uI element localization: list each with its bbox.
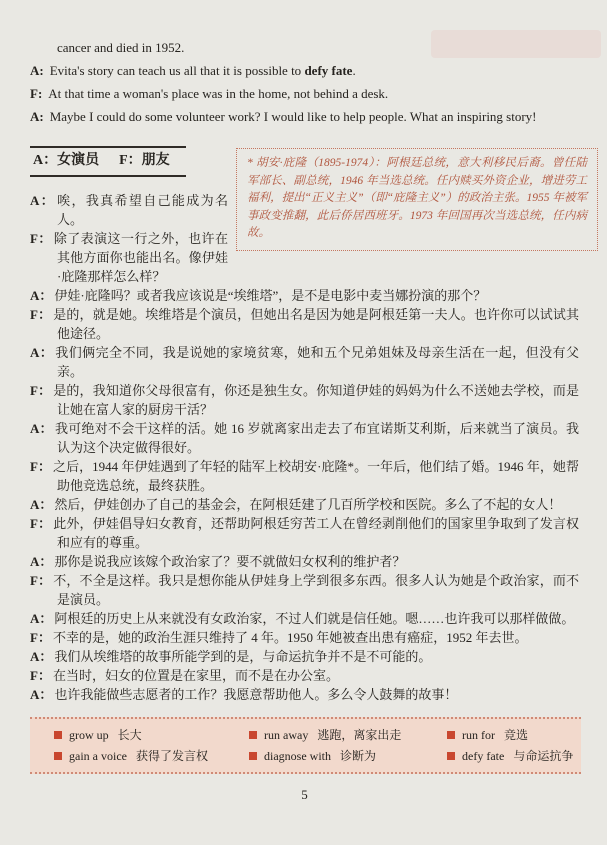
speaker-label: F： <box>30 516 52 531</box>
dialogue-text: 在当时，妇女的位置是在家里，而不是在办公室。 <box>52 668 339 683</box>
speaker-label: F： <box>30 459 52 474</box>
vocab-english: gain a voice <box>69 749 127 763</box>
chinese-dialogue-section <box>30 146 587 704</box>
dialogue-line <box>30 514 579 552</box>
vocab-english: grow up <box>69 728 109 742</box>
speaker-label: A： <box>30 554 53 569</box>
bullet-square-icon <box>54 731 62 739</box>
dialogue-line <box>30 571 579 609</box>
speaker-label: A： <box>30 497 53 512</box>
speaker-label: A： <box>30 649 53 664</box>
vocab-item <box>249 748 447 764</box>
vocab-item <box>447 748 575 764</box>
speaker-label: A： <box>30 288 53 303</box>
vocab-chinese: 获得了发言权 <box>135 749 208 763</box>
dialogue-text: 不幸的是，她的政治生涯只维持了 4 年。1950 年她被查出患有癌症，1952 年去世。 <box>52 630 528 645</box>
dialogue-line <box>30 105 579 128</box>
dialogue-line <box>30 647 579 666</box>
dialogue-text: 然后，伊娃创办了自己的基金会，在阿根廷建了几百所学校和医院。多么了不起的女人！ <box>54 497 562 512</box>
print-bleed-artifact <box>431 30 601 58</box>
speaker-label: F： <box>30 630 51 645</box>
vocab-english: run away <box>264 728 309 742</box>
bullet-square-icon <box>249 731 257 739</box>
dialogue-line <box>30 628 579 647</box>
speaker-label: A： <box>30 345 54 360</box>
dialogue-text: . <box>352 63 356 78</box>
dialogue-text: 我们俩完全不同，我是说她的家境贫寒，她和五个兄弟姐妹及母亲生活在一起，但没有父亲。 <box>55 345 579 379</box>
speaker-label: F： <box>30 573 52 588</box>
vocab-english: defy fate <box>462 749 505 763</box>
dialogue-line <box>30 457 579 495</box>
vocab-chinese: 与命运抗争 <box>513 749 574 763</box>
speaker-label: F： <box>30 307 52 322</box>
dialogue-text: 此外，伊娃倡导妇女教育，还帮助阿根廷穷苦工人在曾经剥削他们的国家里争取到了发言权和应有的尊重。 <box>53 516 579 550</box>
dialogue-line <box>30 343 579 381</box>
page-number: 5 <box>301 787 308 802</box>
bold-phrase: defy fate <box>304 63 353 78</box>
bullet-square-icon <box>447 752 455 760</box>
dialogue-text: 除了表演这一行之外，也许在其他方面你也能出名。像伊娃·庇隆那样怎么样？ <box>53 231 228 284</box>
dialogue-text: 我们从埃维塔的故事所能学到的是，与命运抗争并不是不可能的。 <box>54 649 432 664</box>
footnote-box <box>236 148 598 251</box>
dialogue-text: 那你是说我应该嫁个政治家了？要不就做妇女权利的维护者？ <box>54 554 406 569</box>
vocab-item <box>54 748 249 764</box>
dialogue-line <box>30 59 579 82</box>
dialogue-text: 是的，就是她。埃维塔是个演员，但她出名是因为她是阿根廷第一夫人。也许你可以试试其他途径。 <box>53 307 579 341</box>
dialogue-text: cancer and died in 1952. <box>57 40 185 55</box>
speaker-label: F： <box>30 231 52 246</box>
dialogue-text: 唉，我真希望自己能成为名人。 <box>57 193 228 227</box>
vocab-chinese: 逃跑，离家出走 <box>317 728 402 742</box>
bullet-square-icon <box>54 752 62 760</box>
footnote-text: * 胡安·庇隆（1895-1974）：阿根廷总统，意大利移民后裔。曾任陆军部长、副总统，1946 年当选总统。任内赎买外资企业，增进劳工福利，提出“正义主义”（即“庇隆主义”）的政治主张。1955 年被军事政变推翻，此后侨居西班牙。1973 年回国再次当选总统，任内病故。 <box>247 157 587 239</box>
dialogue-text: 也许我能做些志愿者的工作？我愿意帮助他人。多么令人鼓舞的故事！ <box>54 687 458 702</box>
speaker-label: A： <box>30 193 56 208</box>
dialogue-line <box>30 609 579 628</box>
dialogue-line <box>30 419 579 457</box>
speaker-label: A： <box>30 421 53 436</box>
role-label-a: A：女演员 <box>33 153 100 168</box>
bullet-square-icon <box>249 752 257 760</box>
dialogue-text: At that time a woman's place was in the home, not behind a desk. <box>48 86 389 101</box>
speaker-label: F： <box>30 668 51 683</box>
speaker-label: A: <box>30 63 44 78</box>
dialogue-line <box>30 495 579 514</box>
vocabulary-strip <box>30 717 581 774</box>
dialogue-text: 之后，1944 年伊娃遇到了年轻的陆军上校胡安·庇隆*。一年后，他们结了婚。1946 年，她帮助他竞选总统，最终获胜。 <box>53 459 579 493</box>
vocab-chinese: 长大 <box>117 728 142 742</box>
vocab-chinese: 诊断为 <box>340 749 377 763</box>
dialogue-line <box>30 685 579 704</box>
role-label-f: F：朋友 <box>119 153 170 168</box>
dialogue-line <box>30 381 579 419</box>
speaker-label: A: <box>30 109 44 124</box>
dialogue-line <box>30 286 579 305</box>
speaker-label: A： <box>30 687 53 702</box>
bullet-square-icon <box>447 731 455 739</box>
dialogue-text: 是的，我知道你父母很富有，你还是独生女。你知道伊娃的妈妈为什么不送她去学校，而是让她在富人家的厨房干活？ <box>53 383 579 417</box>
roles-header <box>30 146 186 177</box>
dialogue-text: Maybe I could do some volunteer work? I would like to help people. What an inspiring story! <box>49 109 537 124</box>
vocab-english: run for <box>462 728 495 742</box>
dialogue-line <box>30 552 579 571</box>
vocab-english: diagnose with <box>264 749 331 763</box>
speaker-label: F： <box>30 383 52 398</box>
vocab-item <box>54 727 249 743</box>
dialogue-line <box>30 666 579 685</box>
dialogue-text: 阿根廷的历史上从来就没有女政治家，不过人们就是信任她。嗯……也许我可以那样做做。 <box>54 611 575 626</box>
vocab-item <box>249 727 447 743</box>
dialogue-text: Evita's story can teach us all that it is possible to <box>49 63 305 78</box>
dialogue-text: 不，不全是这样。我只是想你能从伊娃身上学到很多东西。很多人认为她是个政治家，而不是演员。 <box>53 573 579 607</box>
speaker-label: A： <box>30 611 53 626</box>
dialogue-text: 伊娃·庇隆吗？或者我应该说是“埃维塔”，是不是电影中麦当娜扮演的那个？ <box>54 288 487 303</box>
vocab-item <box>447 727 575 743</box>
speaker-label: F: <box>30 86 43 101</box>
vocab-chinese: 竞选 <box>504 728 529 742</box>
dialogue-line <box>30 305 579 343</box>
dialogue-text: 我可绝对不会干这样的活。她 16 岁就离家出走去了布宜诺斯艾利斯，后来就当了演员。我认为这个决定做得很好。 <box>54 421 579 455</box>
dialogue-line <box>30 82 579 105</box>
